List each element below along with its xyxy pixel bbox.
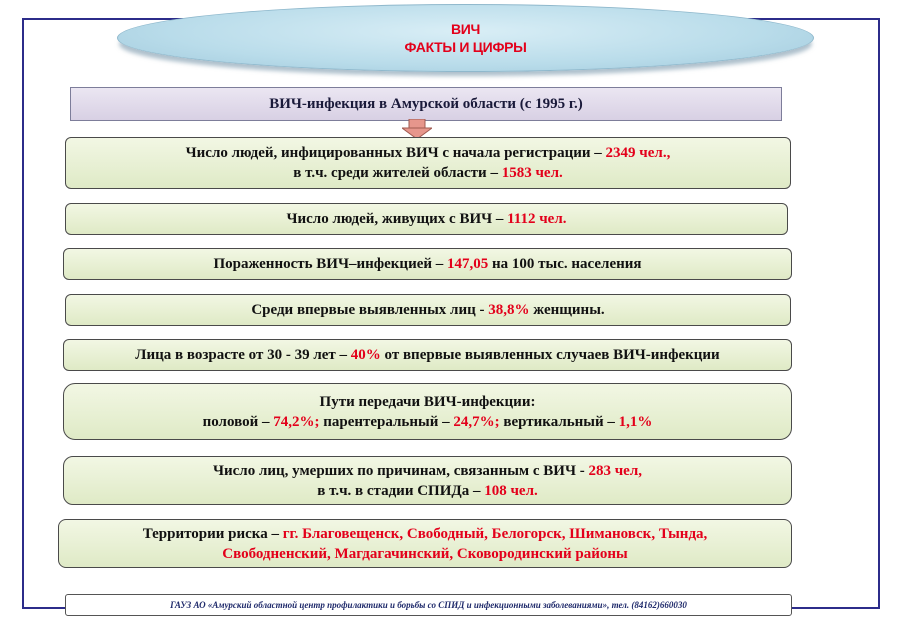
territories-cities: гг. Благовещенск, Свободный, Белогорск, Шимановск, Тында, bbox=[282, 525, 708, 542]
routes-line bbox=[203, 412, 653, 432]
parenteral-value: 24,7%; bbox=[453, 413, 500, 430]
vertical-label: вертикальный – bbox=[499, 413, 619, 430]
living-label: Число людей, живущих с ВИЧ – bbox=[286, 211, 508, 227]
infected-line-2 bbox=[293, 163, 563, 183]
sexual-label: половой – bbox=[202, 413, 274, 430]
routes-title: Пути передачи ВИЧ-инфекции: bbox=[319, 393, 536, 410]
infected-line-1 bbox=[186, 143, 671, 163]
prevalence-line bbox=[213, 254, 641, 274]
vertical-value: 1,1% bbox=[618, 413, 653, 430]
title-line-1: ВИЧ bbox=[450, 21, 481, 37]
age-label: Лица в возрасте от 30 - 39 лет – bbox=[135, 347, 351, 363]
living-with-hiv-box bbox=[65, 203, 788, 235]
footer-box bbox=[65, 594, 792, 616]
living-line bbox=[286, 209, 566, 229]
footer-text: ГАУЗ АО «Амурский областной центр профилактики и борьбы со СПИД и инфекционными заболеваниями», тел. (84162)660030 bbox=[170, 600, 687, 610]
women-suffix: женщины. bbox=[529, 302, 605, 318]
infected-count-box bbox=[65, 137, 791, 189]
title-ellipse bbox=[117, 4, 814, 72]
residents-label: в т.ч. среди жителей области – bbox=[293, 165, 502, 181]
frame-left-border bbox=[22, 18, 24, 608]
deaths-line-1 bbox=[213, 461, 642, 481]
sexual-value: 74,2%; bbox=[273, 413, 320, 430]
age-line bbox=[135, 345, 719, 365]
prevalence-box bbox=[63, 248, 792, 280]
age-value: 40% bbox=[350, 347, 381, 363]
deaths-label: Число лиц, умерших по причинам, связанным с ВИЧ - bbox=[212, 462, 589, 479]
title-line-2: ФАКТЫ И ЦИФРЫ bbox=[404, 39, 527, 55]
territories-districts: Свободненский, Магдагачинский, Сковородинский районы bbox=[222, 545, 628, 562]
prevalence-value: 147,05 bbox=[447, 256, 489, 272]
prevalence-suffix: на 100 тыс. населения bbox=[488, 256, 642, 272]
parenteral-label: парентеральный – bbox=[319, 413, 454, 430]
living-value: 1112 чел. bbox=[507, 211, 567, 227]
risk-territories-box bbox=[58, 519, 792, 568]
header-box bbox=[70, 87, 782, 121]
age-suffix: от впервые выявленных случаев ВИЧ-инфекции bbox=[380, 347, 720, 363]
residents-value: 1583 чел. bbox=[501, 165, 563, 181]
women-value: 38,8% bbox=[488, 302, 530, 318]
down-arrow-icon bbox=[402, 119, 432, 139]
header-text: ВИЧ-инфекция в Амурской области (с 1995 г.) bbox=[269, 95, 583, 112]
frame-right-border bbox=[878, 18, 880, 608]
deaths-box bbox=[63, 456, 792, 505]
infected-label: Число людей, инфицированных ВИЧ с начала регистрации – bbox=[185, 145, 606, 161]
aids-stage-value: 108 чел. bbox=[484, 482, 538, 499]
territories-line-1 bbox=[143, 524, 708, 544]
aids-stage-label: в т.ч. в стадии СПИДа – bbox=[317, 482, 485, 499]
age-group-box bbox=[63, 339, 792, 371]
infected-value: 2349 чел., bbox=[605, 145, 671, 161]
territories-label: Территории риска – bbox=[142, 525, 283, 542]
deaths-value: 283 чел, bbox=[588, 462, 643, 479]
prevalence-label: Пораженность ВИЧ–инфекцией – bbox=[213, 256, 448, 272]
women-label: Среди впервые выявленных лиц - bbox=[251, 302, 489, 318]
deaths-line-2 bbox=[317, 481, 538, 501]
women-line bbox=[251, 300, 604, 320]
women-share-box bbox=[65, 294, 791, 326]
transmission-routes-box bbox=[63, 383, 792, 440]
